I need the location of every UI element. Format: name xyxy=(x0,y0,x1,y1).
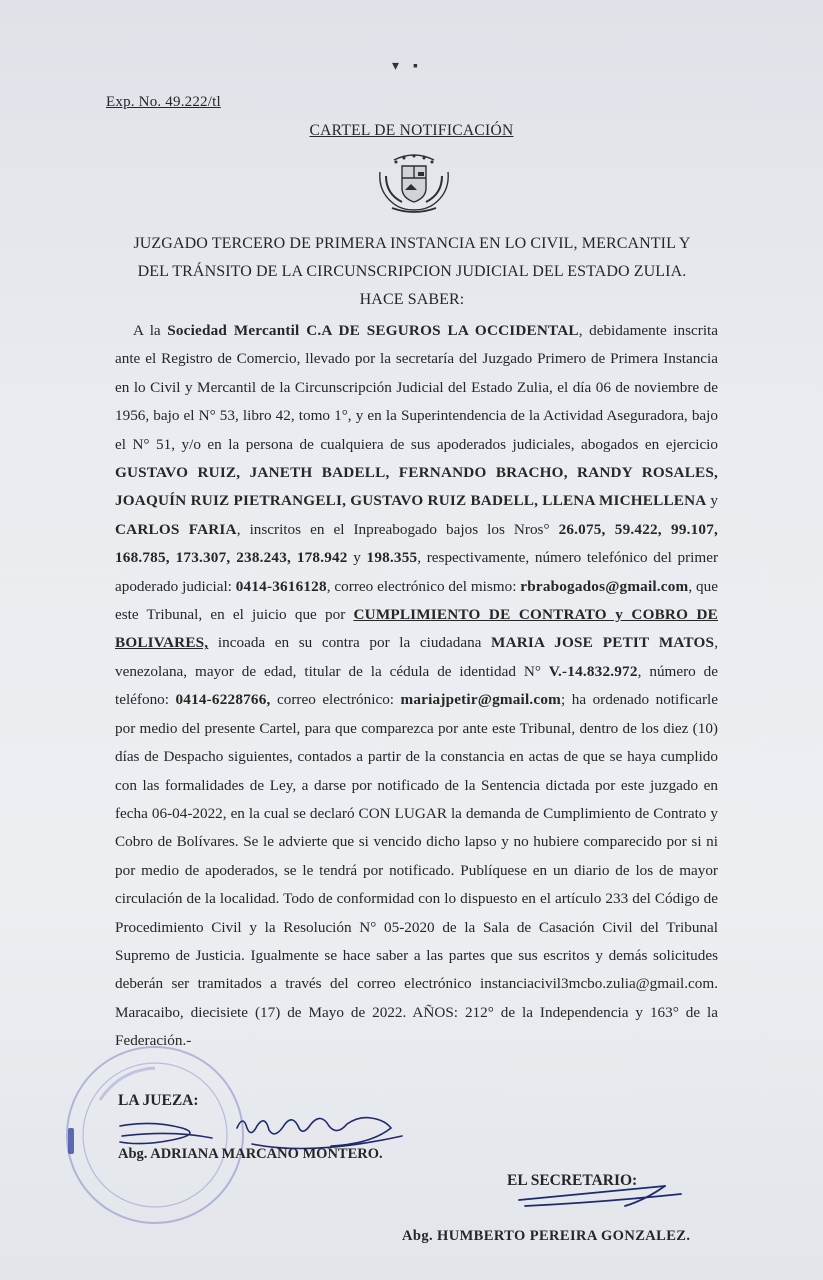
company-name: Sociedad Mercantil C.A DE SEGUROS LA OCCIDENTAL xyxy=(167,322,579,339)
notice-body xyxy=(115,317,718,1056)
text-run: , inscritos en el Inpreabogado bajos los Nros° xyxy=(236,520,559,538)
inpreabogado-numbers: 26.075, 59.422, 99.107, 168.785, 173.307, 238.243, 178.942 xyxy=(115,520,718,567)
ink-specks: ▾ ▪ xyxy=(392,59,418,74)
court-line-2: DEL TRÁNSITO DE LA CIRCUNSCRIPCION JUDICIAL DEL ESTADO ZULIA. xyxy=(137,263,687,280)
plaintiff-id: V.-14.832.972 xyxy=(548,662,638,680)
court-heading xyxy=(112,230,712,314)
text-run: A la xyxy=(133,322,168,339)
text-run: , respectivamente, número telefónico del primer apoderado judicial: xyxy=(115,549,718,595)
plaintiff-phone: 0414-6228766, xyxy=(175,691,271,709)
attorney-email: rbrabogados@gmail.com xyxy=(520,577,689,595)
document-title: CARTEL DE NOTIFICACIÓN xyxy=(309,122,514,139)
coat-of-arms-icon xyxy=(372,152,456,216)
secretario-label: EL SECRETARIO: xyxy=(507,1172,638,1189)
attorney-name-last: CARLOS FARIA xyxy=(115,520,237,538)
text-run: y xyxy=(347,549,367,567)
attorney-phone: 0414-3616128 xyxy=(235,577,327,595)
text-run: , correo electrónico del mismo: xyxy=(326,577,521,595)
plaintiff-email: mariajpetir@gmail.com xyxy=(400,691,561,709)
plaintiff-name: MARIA JOSE PETIT MATOS xyxy=(491,634,715,652)
jueza-name: Abg. ADRIANA MARCANO MONTERO. xyxy=(118,1146,383,1162)
court-line-1: JUZGADO TERCERO DE PRIMERA INSTANCIA EN LO CIVIL, MERCANTIL Y xyxy=(133,235,691,252)
inpreabogado-number-last: 198.355 xyxy=(366,549,418,567)
secretario-signature xyxy=(515,1180,685,1212)
secretario-name: Abg. HUMBERTO PEREIRA GONZALEZ. xyxy=(402,1228,691,1244)
text-run: correo electrónico: xyxy=(270,691,401,709)
hace-saber: HACE SABER: xyxy=(359,291,465,308)
notice-paragraph xyxy=(115,317,718,1056)
attorney-names: GUSTAVO RUIZ, JANETH BADELL, FERNANDO BRACHO, RANDY ROSALES, JOAQUÍN RUIZ PIETRANGELI, GUSTAVO RUIZ BADELL, LLENA MICHELLENA xyxy=(115,464,718,510)
jueza-label: LA JUEZA: xyxy=(118,1092,199,1109)
text-run: incoada en su contra por la ciudadana xyxy=(208,634,492,652)
expediente-number: Exp. No. 49.222/tl xyxy=(106,94,221,110)
text-run: , venezolana, mayor de edad, titular de la cédula de identidad N° xyxy=(115,634,718,680)
text-run: , debidamente inscrita ante el Registro de Comercio, llevado por la secretaría del Juzgado Primero de Primera Instancia en lo Civil y Mercantil de la Circunscripción Judicial del Estado Zulia, el día 06 de noviembre de 1956, bajo el N° 53, libro 42, tomo 1°, y en la Superintendencia de la Actividad Aseguradora, bajo el N° 51, y/o en la persona de cualquiera de sus apoderados judiciales, abogados en ejercicio xyxy=(115,322,718,453)
ink-mark xyxy=(68,1128,74,1154)
text-run: y xyxy=(706,492,718,510)
text-run: , que este Tribunal, en el juicio que por xyxy=(115,577,718,624)
text-run: , número de teléfono: xyxy=(115,662,718,709)
case-type: CUMPLIMIENTO DE CONTRATO y COBRO DE BOLIVARES, xyxy=(115,606,719,652)
text-run: ; ha ordenado notificarle por medio del presente Cartel, para que comparezca por ante este Tribunal, dentro de los diez (10) días de Despacho siguientes, contados a partir de la constancia en actas de que se haya cumplido con las formalidades de Ley, a darse por notificado de la Sentencia dictada por este juzgado en fecha 06-04-2022, en la cual se declaró CON LUGAR la demanda de Cumplimiento de Contrato y Cobro de Bolívares. Se le advierte que si vencido dicho lapso y no hubiere comparecido por si ni por medio de apoderados, se le tendrá por notificado. Publíquese en un diario de los de mayor circulación de la localidad. Todo de conformidad con lo dispuesto en el artículo 233 del Código de Procedimiento Civil y la Resolución N° 05-2020 de la Sala de Casación Civil del Tribunal Supremo de Justicia. Igualmente se hace saber a las partes que sus escritos y demás solicitudes deberán ser tramitados a través del correo electrónico instanciacivil3mcbo.zulia@gmail.com. Maracaibo, diecisiete (17) de Mayo de 2022. AÑOS: 212° de la Independencia y 163° de la Federación.- xyxy=(115,691,719,1050)
